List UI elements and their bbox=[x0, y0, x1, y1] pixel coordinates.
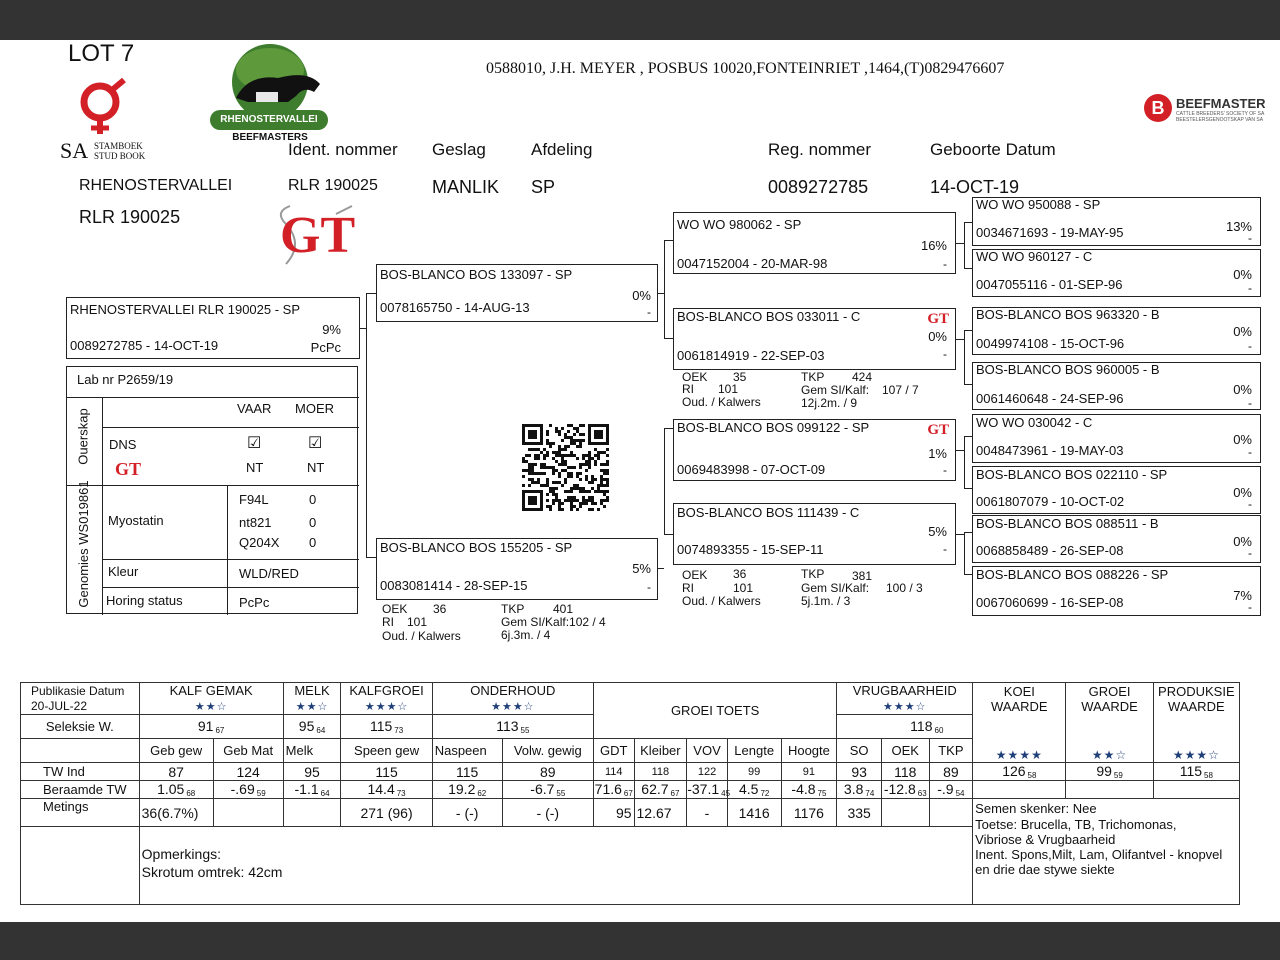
ggp-title: BOS-BLANCO BOS 088511 - B bbox=[976, 516, 1159, 531]
tw-value: 87 bbox=[139, 763, 213, 781]
label-ident: Ident. nommer bbox=[288, 140, 398, 159]
sire-card bbox=[376, 264, 658, 322]
gp4-gem: 100 / 3 bbox=[886, 581, 923, 595]
onderhoud-header: ONDERHOUD bbox=[432, 683, 593, 699]
ggp-dash: - bbox=[1248, 396, 1252, 410]
produksie-waarde: 115 bbox=[1179, 763, 1203, 779]
dam-ri: 101 bbox=[407, 615, 428, 629]
melk-stars-icon: ★★☆ bbox=[283, 699, 341, 715]
rhino-icon bbox=[208, 40, 332, 120]
ggp-reg: 0034671693 - 19-MAY-95 bbox=[976, 225, 1124, 240]
btw-value: -.69 bbox=[230, 781, 255, 797]
grandparent-card bbox=[673, 419, 956, 481]
vaar-result: NT bbox=[246, 460, 264, 475]
groei-waarde-header: GROEI WAARDE bbox=[1066, 683, 1153, 715]
rhenostervallei-ribbon: RHENOSTERVALLEI bbox=[210, 110, 328, 130]
beefmaster-sub2: BEESTELERSGENOOTSKAP VAN SA bbox=[1176, 117, 1264, 123]
dam-oud-label: Oud. / Kalwers bbox=[382, 629, 461, 643]
reg-value: 0089272785 bbox=[768, 177, 869, 197]
tw-value: 118 bbox=[881, 763, 929, 781]
ggp-dash: - bbox=[1248, 231, 1252, 245]
col-header: Hoogte bbox=[781, 739, 837, 763]
sel-kalfgroei: 115 bbox=[369, 718, 393, 734]
sel-vrug-acc: 60 bbox=[934, 726, 944, 735]
vaccines-line2: en drie dae stywe siekte bbox=[975, 862, 1115, 877]
sel-kalf-acc: 67 bbox=[215, 726, 225, 735]
kalf-gemak-header: KALF GEMAK bbox=[139, 683, 283, 699]
gp-title: BOS-BLANCO BOS 111439 - C bbox=[677, 505, 860, 520]
ouerskap-label: Ouerskap bbox=[75, 408, 91, 465]
moer-result: NT bbox=[307, 460, 325, 475]
koei-waarde-header: KOEI WAARDE bbox=[973, 683, 1066, 715]
afdeling-value: SP bbox=[531, 177, 556, 197]
btw-value: 1.05 bbox=[157, 781, 185, 797]
met-value: 12.67 bbox=[634, 799, 687, 827]
marker-name: Q204X bbox=[239, 535, 280, 550]
met-value: - bbox=[687, 799, 728, 827]
dam-tkp-label: TKP bbox=[501, 602, 525, 616]
grandparent-card bbox=[673, 308, 956, 370]
geslag-value: MANLIK bbox=[432, 177, 500, 197]
label-afdeling: Afdeling bbox=[531, 140, 593, 159]
tw-value: 115 bbox=[341, 763, 432, 781]
vrugbaarheid-header: VRUGBAARHEID bbox=[837, 683, 973, 699]
remarks-label: Opmerkings: bbox=[141, 846, 221, 862]
farm-name: RHENOSTERVALLEI bbox=[79, 177, 233, 194]
dam-oek: 36 bbox=[433, 602, 447, 616]
dam-gem: Gem SI/Kalf:102 / 4 bbox=[501, 615, 606, 629]
ggp-title: WO WO 950088 - SP bbox=[976, 197, 1101, 212]
great-grandparent-card bbox=[972, 197, 1261, 246]
col-header: Geb gew bbox=[139, 739, 213, 763]
marker-value: 0 bbox=[309, 515, 317, 530]
col-header: Naspeen bbox=[432, 739, 502, 763]
genomics-label: Genomies WS019861 bbox=[76, 480, 91, 608]
groei-stars-icon: ★★☆ bbox=[1066, 739, 1153, 763]
groei-waarde: 99 bbox=[1096, 763, 1112, 779]
gp-pct: 1% bbox=[928, 446, 947, 461]
great-grandparent-card bbox=[972, 515, 1261, 563]
sel-melk-acc: 64 bbox=[316, 726, 326, 735]
tw-value: 89 bbox=[929, 763, 973, 781]
ggp-dash: - bbox=[1248, 546, 1252, 560]
col-header: Speen gew bbox=[341, 739, 432, 763]
stamboek-sa: SA bbox=[60, 138, 89, 163]
vaar-label: VAAR bbox=[237, 401, 272, 416]
pub-date: 20-JUL-22 bbox=[21, 699, 140, 715]
met-label: Metings bbox=[21, 799, 140, 827]
gp-pct: 16% bbox=[920, 238, 947, 253]
btw-acc: 73 bbox=[396, 789, 406, 798]
ggp-title: BOS-BLANCO BOS 088226 - SP bbox=[976, 567, 1169, 582]
gp-reg: 0069483998 - 07-OCT-09 bbox=[677, 462, 826, 477]
met-value: 1416 bbox=[727, 799, 781, 827]
btw-acc: 62 bbox=[477, 789, 487, 798]
gp2-oud-label: Oud. / Kalwers bbox=[682, 395, 761, 409]
tw-value: 118 bbox=[634, 763, 687, 781]
btw-acc: 67 bbox=[670, 789, 680, 798]
gp4-ri-label: RI bbox=[682, 581, 694, 595]
gp-reg: 0047152004 - 20-MAR-98 bbox=[677, 256, 828, 271]
btw-acc: 59 bbox=[256, 789, 266, 798]
dam-oud: 6j.3m. / 4 bbox=[501, 628, 551, 642]
btw-acc: 63 bbox=[917, 789, 927, 798]
dns-label: DNS bbox=[109, 437, 137, 452]
great-grandparent-card bbox=[972, 249, 1261, 297]
gp2-tkp-label: TKP bbox=[801, 370, 825, 384]
kalf-gemak-stars-icon: ★★☆ bbox=[139, 699, 283, 715]
ggp-pct: 0% bbox=[1233, 485, 1252, 500]
gp4-oek: 36 bbox=[733, 567, 747, 581]
beefmaster-sub1: CATTLE BREEDERS' SOCIETY OF SA bbox=[1176, 111, 1265, 117]
col-header: Kleiber bbox=[634, 739, 687, 763]
great-grandparent-card bbox=[972, 362, 1261, 410]
ggp-pct: 7% bbox=[1233, 588, 1252, 603]
met-value: - (-) bbox=[432, 799, 502, 827]
vaccines-line1: Inent. Spons,Milt, Lam, Olifantvel - knopvel bbox=[975, 847, 1223, 862]
gp-dash: - bbox=[943, 257, 947, 271]
sel-kalf: 91 bbox=[197, 718, 214, 734]
tw-value: 99 bbox=[727, 763, 781, 781]
dam-dash: - bbox=[647, 580, 651, 594]
gp4-oud: 5j.1m. / 3 bbox=[801, 594, 851, 608]
ggp-title: BOS-BLANCO BOS 960005 - B bbox=[976, 362, 1160, 377]
met-value: 36(6.7%) bbox=[139, 799, 213, 827]
dam-reg: 0083081414 - 28-SEP-15 bbox=[380, 578, 528, 593]
sire-title: BOS-BLANCO BOS 133097 - SP bbox=[380, 267, 573, 282]
produksie-waarde-acc: 58 bbox=[1204, 771, 1213, 780]
dam-pct: 5% bbox=[632, 561, 651, 576]
moer-checkbox-icon: ☑ bbox=[308, 435, 323, 452]
grandparent-card bbox=[673, 212, 956, 274]
btw-value: -.9 bbox=[937, 781, 954, 797]
ident-value: RLR 190025 bbox=[288, 177, 378, 194]
animal-poll: PcPc bbox=[310, 340, 341, 355]
qr-code-icon bbox=[522, 424, 610, 508]
stamboek-line2: STUD BOOK bbox=[94, 151, 146, 161]
animal-card bbox=[66, 297, 360, 359]
ggp-title: WO WO 960127 - C bbox=[976, 249, 1093, 264]
produksie-waarde-header: PRODUKSIE WAARDE bbox=[1153, 683, 1239, 715]
marker-name: nt821 bbox=[239, 515, 272, 530]
rhenostervallei-logo bbox=[208, 40, 332, 146]
gp4-oek-label: OEK bbox=[682, 568, 708, 582]
ggp-reg: 0061807079 - 10-OCT-02 bbox=[976, 494, 1125, 509]
horing-value: PcPc bbox=[239, 595, 270, 610]
ggp-title: WO WO 030042 - C bbox=[976, 415, 1093, 430]
great-grandparent-card bbox=[972, 307, 1261, 355]
gp-title: WO WO 980062 - SP bbox=[677, 217, 802, 232]
gp2-oek-label: OEK bbox=[682, 370, 708, 384]
btw-acc: 55 bbox=[556, 789, 566, 798]
gp4-tkp-label: TKP bbox=[801, 567, 825, 581]
stamboek-symbol-icon bbox=[60, 78, 160, 138]
btw-acc: 72 bbox=[760, 789, 770, 798]
met-value: 335 bbox=[837, 799, 882, 827]
gp-dash: - bbox=[943, 347, 947, 361]
btw-value: 14.4 bbox=[367, 781, 395, 797]
kalfgroei-stars-icon: ★★★☆ bbox=[341, 699, 432, 715]
btw-acc: 67 bbox=[623, 789, 633, 798]
btw-value: -37.1 bbox=[687, 781, 720, 797]
onderhoud-stars-icon: ★★★☆ bbox=[432, 699, 593, 715]
gp2-oud: 12j.2m. / 9 bbox=[801, 396, 858, 410]
great-grandparent-card bbox=[972, 466, 1261, 514]
ggp-dash: - bbox=[1248, 497, 1252, 511]
met-value bbox=[881, 799, 929, 827]
ggp-reg: 0047055116 - 01-SEP-96 bbox=[976, 277, 1123, 292]
stamboek-line1: STAMBOEK bbox=[94, 141, 143, 151]
btw-value: -6.7 bbox=[530, 781, 555, 797]
vaar-checkbox-icon: ☑ bbox=[247, 435, 262, 452]
met-value bbox=[929, 799, 973, 827]
melk-header: MELK bbox=[283, 683, 341, 699]
animal-title: RHENOSTERVALLEI RLR 190025 - SP bbox=[70, 302, 301, 317]
ggp-pct: 13% bbox=[1225, 219, 1252, 234]
btw-label: Beraamde TW bbox=[21, 781, 140, 799]
col-header: Melk bbox=[283, 739, 341, 763]
tests-line1: Toetse: Brucella, TB, Trichomonas, bbox=[975, 817, 1177, 832]
col-header: GDT bbox=[593, 739, 634, 763]
sel-onderhoud: 113 bbox=[496, 718, 519, 734]
col-header: OEK bbox=[881, 739, 929, 763]
stamboek-logo bbox=[60, 78, 160, 164]
animal-reg: 0089272785 - 14-OCT-19 bbox=[70, 338, 219, 353]
ggp-reg: 0068858489 - 26-SEP-08 bbox=[976, 543, 1124, 558]
seleksie-label: Seleksie W. bbox=[21, 715, 140, 739]
kalfgroei-header: KALFGROEI bbox=[341, 683, 432, 699]
gp2-gem: 107 / 7 bbox=[882, 383, 919, 397]
btw-acc: 54 bbox=[955, 789, 965, 798]
dam-title: BOS-BLANCO BOS 155205 - SP bbox=[380, 540, 573, 555]
moer-label: MOER bbox=[295, 401, 334, 416]
dam-oek-label: OEK bbox=[382, 602, 408, 616]
tw-value: 91 bbox=[781, 763, 837, 781]
myostatin-label: Myostatin bbox=[108, 513, 164, 528]
kleur-value: WLD/RED bbox=[239, 566, 299, 581]
great-grandparent-card bbox=[972, 414, 1261, 463]
btw-value: 3.8 bbox=[843, 781, 864, 797]
ggp-pct: 0% bbox=[1233, 382, 1252, 397]
dam-ri-label: RI bbox=[382, 615, 394, 629]
dam-tkp: 401 bbox=[553, 602, 574, 616]
gp2-ri: 101 bbox=[718, 382, 739, 396]
gt-small-icon: GT bbox=[115, 459, 142, 479]
vrug-stars-icon: ★★★☆ bbox=[837, 699, 973, 715]
ggp-reg: 0061460648 - 24-SEP-96 bbox=[976, 391, 1124, 406]
tw-value: 89 bbox=[502, 763, 593, 781]
ggp-reg: 0048473961 - 19-MAY-03 bbox=[976, 443, 1124, 458]
btw-acc: 64 bbox=[320, 789, 330, 798]
gt-small-icon: GT bbox=[927, 422, 949, 438]
tw-value: 114 bbox=[593, 763, 634, 781]
ggp-dash: - bbox=[1248, 600, 1252, 614]
sel-onderhoud-acc: 55 bbox=[520, 726, 530, 735]
gp4-oud-label: Oud. / Kalwers bbox=[682, 594, 761, 608]
btw-value: -4.8 bbox=[791, 781, 816, 797]
semen-donor: Semen skenker: Nee bbox=[975, 801, 1097, 816]
btw-acc: 68 bbox=[186, 789, 196, 798]
met-value: 95 bbox=[593, 799, 634, 827]
col-header: SO bbox=[837, 739, 882, 763]
beefmaster-name: BEEFMASTER bbox=[1176, 96, 1266, 111]
great-grandparent-card bbox=[972, 566, 1261, 616]
gp-title: BOS-BLANCO BOS 099122 - SP bbox=[677, 420, 870, 435]
btw-value: 4.5 bbox=[738, 781, 759, 797]
owner-line: 0588010, J.H. MEYER , POSBUS 10020,FONTEINRIET ,1464,(T)0829476607 bbox=[486, 60, 1005, 77]
gp-pct: 0% bbox=[928, 329, 947, 344]
remarks-text: Skrotum omtrek: 42cm bbox=[141, 864, 283, 880]
dam-card bbox=[376, 538, 658, 600]
ggp-dash: - bbox=[1248, 339, 1252, 353]
geboorte-value: 14-OCT-19 bbox=[930, 177, 1020, 197]
tests-line2: Vibriose & Vrugbaarheid bbox=[975, 832, 1116, 847]
gt-small-icon: GT bbox=[927, 311, 949, 327]
beefmaster-logo bbox=[1144, 94, 1268, 124]
ggp-dash: - bbox=[1248, 445, 1252, 459]
gp-reg: 0074893355 - 15-SEP-11 bbox=[677, 542, 824, 557]
label-geslag: Geslag bbox=[432, 140, 486, 159]
ggp-title: BOS-BLANCO BOS 963320 - B bbox=[976, 307, 1160, 322]
ggp-pct: 0% bbox=[1233, 432, 1252, 447]
marker-value: 0 bbox=[309, 492, 317, 507]
animal-pct: 9% bbox=[322, 322, 341, 337]
col-header: Geb Mat bbox=[213, 739, 283, 763]
sire-dash: - bbox=[647, 305, 651, 319]
col-header: VOV bbox=[687, 739, 728, 763]
sire-reg: 0078165750 - 14-AUG-13 bbox=[380, 300, 530, 315]
sel-melk: 95 bbox=[298, 718, 315, 734]
koei-stars-icon: ★★★★ bbox=[973, 739, 1066, 763]
tw-value: 124 bbox=[213, 763, 283, 781]
gp-dash: - bbox=[943, 463, 947, 477]
koei-waarde: 126 bbox=[1002, 763, 1026, 779]
ggp-dash: - bbox=[1248, 281, 1252, 295]
gt-logo-text: GT bbox=[280, 207, 356, 264]
gp-dash: - bbox=[943, 542, 947, 556]
sire-pct: 0% bbox=[632, 288, 651, 303]
kleur-label: Kleur bbox=[108, 564, 139, 579]
farm-id: RLR 190025 bbox=[79, 207, 181, 227]
top-bar bbox=[0, 0, 1280, 40]
ggp-pct: 0% bbox=[1233, 534, 1252, 549]
met-value: - (-) bbox=[502, 799, 593, 827]
tw-label: TW Ind bbox=[21, 763, 140, 781]
koei-waarde-acc: 58 bbox=[1027, 771, 1037, 780]
tw-value: 95 bbox=[283, 763, 341, 781]
marker-value: 0 bbox=[309, 535, 317, 550]
rhenostervallei-sub: BEEFMASTERS bbox=[232, 132, 308, 143]
met-value bbox=[213, 799, 283, 827]
pub-date-label: Publikasie Datum bbox=[21, 683, 140, 699]
gp2-gem-label: Gem SI/Kalf: bbox=[801, 383, 870, 397]
ggp-pct: 0% bbox=[1233, 267, 1252, 282]
btw-value: 71.6 bbox=[594, 781, 622, 797]
btw-acc: 45 bbox=[721, 789, 731, 798]
btw-value: -12.8 bbox=[883, 781, 916, 797]
gp2-ri-label: RI bbox=[682, 382, 694, 396]
tw-value: 115 bbox=[432, 763, 502, 781]
tw-value: 93 bbox=[837, 763, 882, 781]
groei-toets-header: GROEI TOETS bbox=[593, 683, 836, 739]
gp2-oek: 35 bbox=[733, 370, 747, 384]
gp-reg: 0061814919 - 22-SEP-03 bbox=[677, 348, 825, 363]
sel-kalfgroei-acc: 73 bbox=[394, 726, 404, 735]
col-header: TKP bbox=[929, 739, 973, 763]
ggp-title: BOS-BLANCO BOS 022110 - SP bbox=[976, 467, 1168, 482]
btw-acc: 75 bbox=[817, 789, 827, 798]
gp-pct: 5% bbox=[928, 524, 947, 539]
gp4-tkp: 381 bbox=[852, 569, 873, 583]
marker-name: F94L bbox=[239, 492, 269, 507]
col-header: Volw. gewig bbox=[502, 739, 593, 763]
met-value: 1176 bbox=[781, 799, 837, 827]
btw-acc: 74 bbox=[865, 789, 875, 798]
bottom-bar bbox=[0, 922, 1280, 960]
beefmaster-b-icon: B bbox=[1144, 94, 1172, 122]
ggp-reg: 0049974108 - 15-OCT-96 bbox=[976, 336, 1125, 351]
gp2-tkp: 424 bbox=[852, 370, 873, 384]
ggp-pct: 0% bbox=[1233, 324, 1252, 339]
lab-panel bbox=[66, 366, 358, 614]
gp4-ri: 101 bbox=[733, 581, 754, 595]
gt-logo bbox=[276, 204, 356, 274]
btw-value: 62.7 bbox=[641, 781, 669, 797]
horing-label: Horing status bbox=[106, 593, 183, 608]
btw-value: 19.2 bbox=[448, 781, 476, 797]
prod-stars-icon: ★★★☆ bbox=[1153, 739, 1239, 763]
gp-title: BOS-BLANCO BOS 033011 - C bbox=[677, 309, 861, 324]
ggp-reg: 0067060699 - 16-SEP-08 bbox=[976, 595, 1124, 610]
btw-value: -1.1 bbox=[294, 781, 319, 797]
met-value bbox=[283, 799, 341, 827]
groei-waarde-acc: 59 bbox=[1113, 771, 1123, 780]
performance-table bbox=[20, 682, 1240, 905]
lab-nr: Lab nr P2659/19 bbox=[77, 372, 174, 387]
met-value: 271 (96) bbox=[341, 799, 432, 827]
label-reg: Reg. nommer bbox=[768, 140, 871, 159]
gp4-gem-label: Gem SI/Kalf: bbox=[801, 581, 870, 595]
label-geboorte: Geboorte Datum bbox=[930, 140, 1056, 159]
lot-number: LOT 7 bbox=[68, 40, 135, 67]
col-header: Lengte bbox=[727, 739, 781, 763]
tw-value: 122 bbox=[687, 763, 728, 781]
sel-vrug: 118 bbox=[910, 718, 933, 734]
grandparent-card bbox=[673, 503, 956, 565]
